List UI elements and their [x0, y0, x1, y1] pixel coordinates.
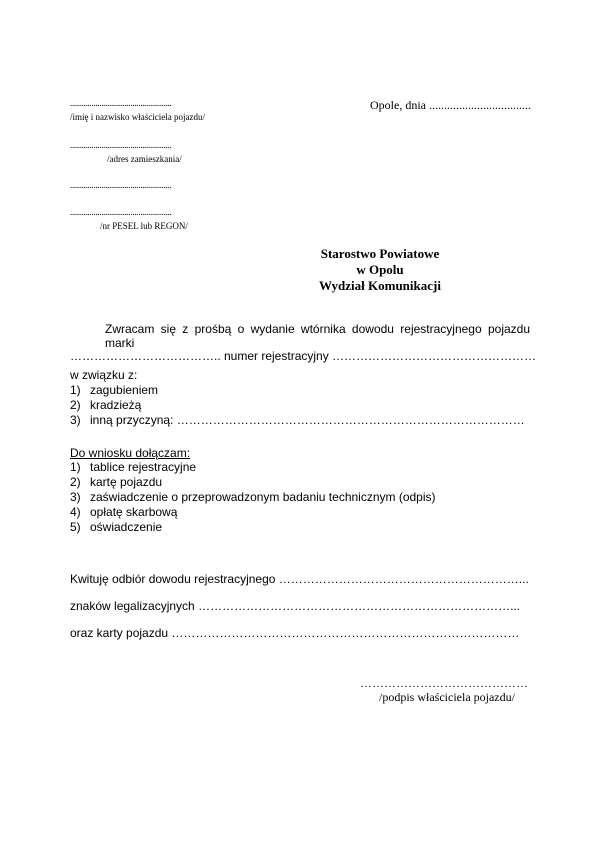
owner-name-caption: /imię i nazwisko właściciela pojazdu/ [70, 112, 205, 122]
attachments-list [70, 460, 436, 535]
recipient-line-2: w Opolu [356, 262, 404, 277]
signature-field[interactable]: …………………………………… [360, 676, 528, 690]
attachment-item: 4) opłatę skarbową [70, 505, 178, 519]
address-field[interactable]: .................................................... [70, 140, 172, 150]
reason-item: 1) zagubieniem [70, 383, 159, 397]
pesel-caption: /nr PESEL lub REGON/ [100, 221, 188, 231]
reasons-intro: w związku z: [70, 368, 138, 382]
attachment-item: 5) oświadczenie [70, 520, 163, 534]
signature-caption: /podpis właściciela pojazdu/ [379, 690, 515, 704]
attachment-item: 3) zaświadczenie o przeprowadzonym badaniu technicznym (odpis) [70, 490, 436, 504]
receipt-registration-certificate[interactable]: Kwituję odbiór dowodu rejestracyjnego ……………………………………………………... [70, 572, 529, 586]
address-field-2[interactable]: .................................................... [70, 180, 172, 190]
pesel-field[interactable]: .................................................... [70, 207, 172, 217]
receipt-vehicle-card[interactable]: oraz karty pojazdu …………………………………………………………………………… [70, 626, 520, 640]
owner-name-field[interactable]: .................................................... [70, 98, 172, 108]
attachments-heading: Do wniosku dołączam: [70, 446, 191, 460]
attachment-item: 1) tablice rejestracyjne [70, 460, 197, 474]
reason-item: 3) inną przyczyną: …………………………………………………………………………… [70, 413, 525, 427]
request-line-2: ……………………………….. numer rejestracyjny …………………………………………… [70, 349, 537, 363]
recipient-line-3: Wydział Komunikacji [319, 278, 441, 293]
address-caption: /adres zamieszkania/ [107, 154, 182, 164]
recipient-line-1: Starostwo Powiatowe [320, 246, 440, 261]
place-date: Opole, dnia .................................. [370, 98, 531, 112]
attachment-item: 2) kartę pojazdu [70, 475, 163, 489]
reason-item: 2) kradzieżą [70, 398, 142, 412]
request-line-1: Zwracam się z prośbą o wydanie wtórnika dowodu rejestracyjnego pojazdu marki [105, 322, 530, 350]
reasons-list [70, 383, 525, 428]
receipt-legalization-marks[interactable]: znaków legalizacyjnych ……………………………………………………………………... [70, 599, 521, 613]
